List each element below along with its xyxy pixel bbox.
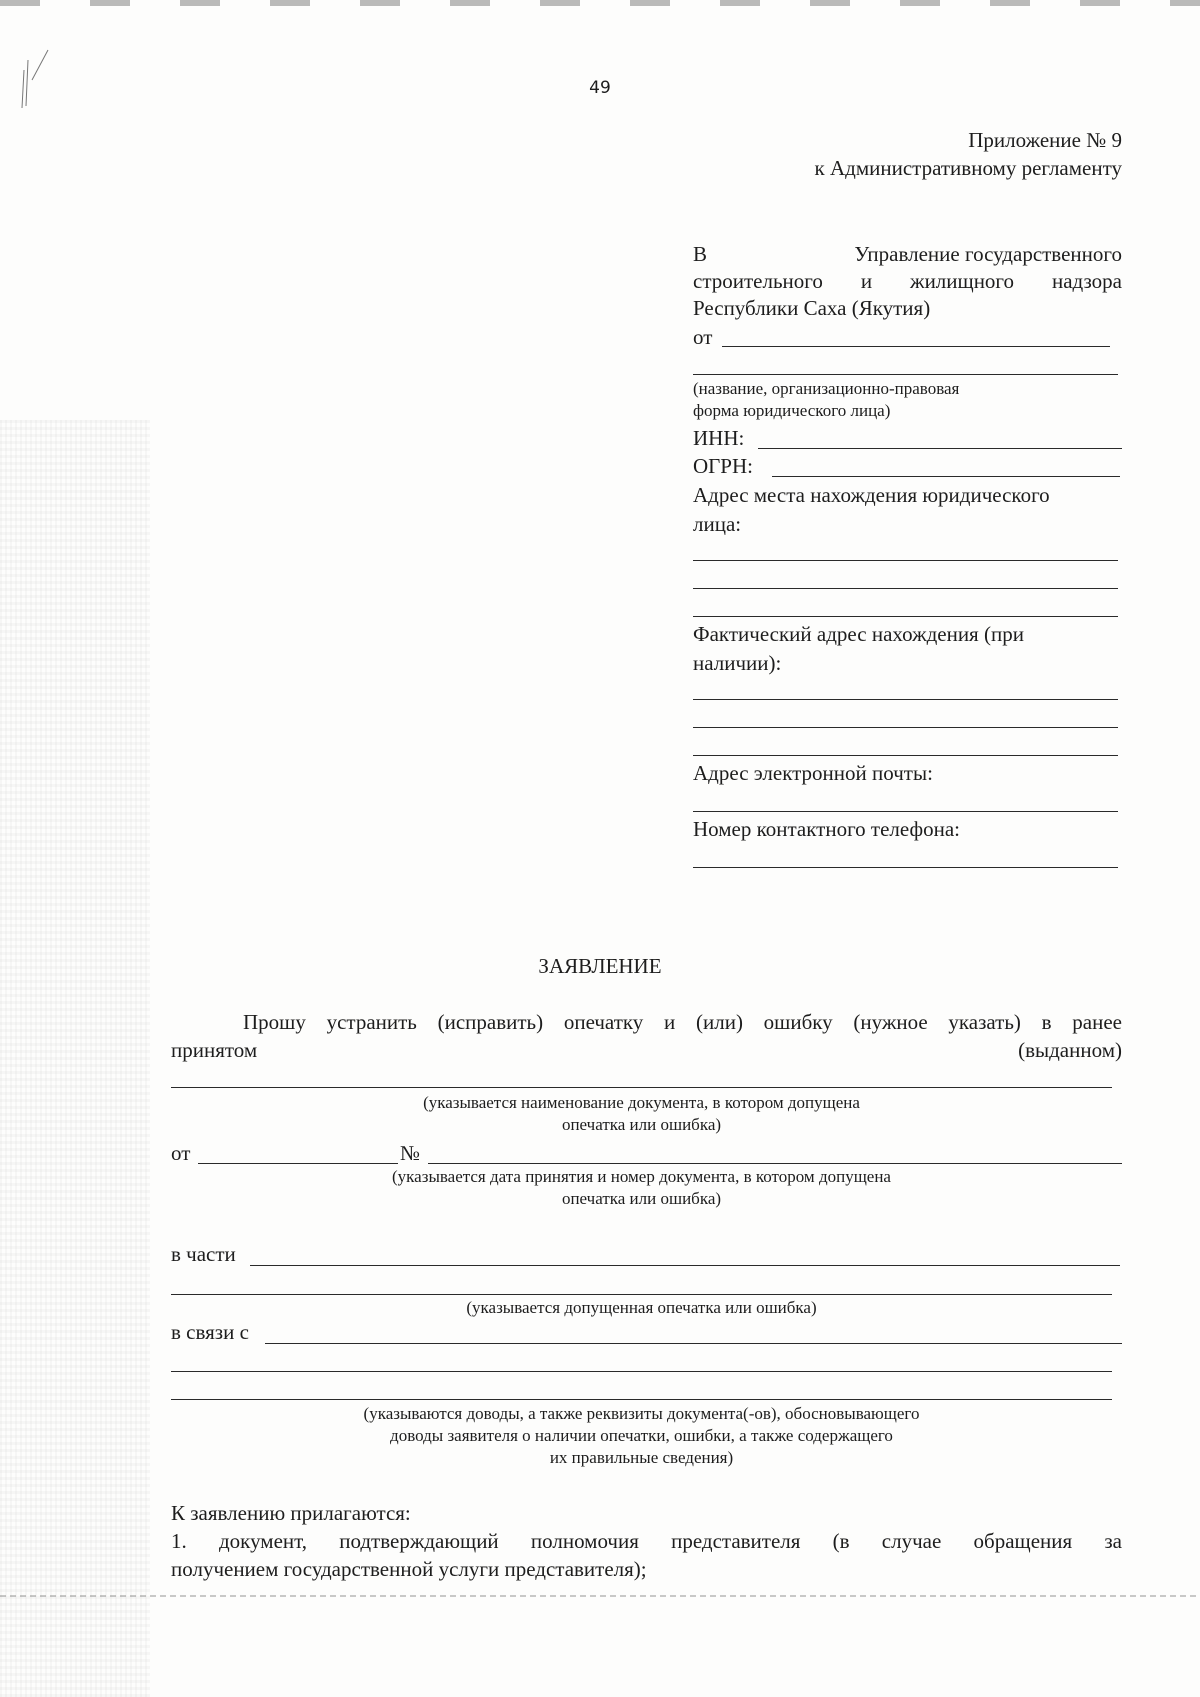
- ogrn-field[interactable]: [772, 476, 1120, 477]
- margin-mark-icon: [18, 40, 58, 110]
- reason-field-3[interactable]: [171, 1399, 1112, 1400]
- addressee-line-3: Республики Саха (Якутия): [693, 296, 931, 320]
- scan-artifact-left: [0, 420, 150, 1697]
- from-field[interactable]: [722, 346, 1110, 347]
- legal-address-field-2[interactable]: [693, 588, 1118, 589]
- inn-label: ИНН:: [693, 426, 745, 450]
- attachment-1-line-1: 1. документ, подтверждающий полномочия представителя (в случае обращения за: [171, 1529, 1122, 1553]
- actual-address-field-3[interactable]: [693, 755, 1118, 756]
- document-date-hint-line-1: (указывается дата принятия и номер документа, в котором допущена: [392, 1167, 891, 1186]
- legal-address-line-2: лица:: [693, 512, 742, 536]
- reason-hint-line-3: их правильные сведения): [549, 1448, 734, 1467]
- legal-address-line-1: Адрес места нахождения юридического: [693, 483, 1050, 507]
- addressee-line-1: Управление государственного: [854, 242, 1122, 266]
- phone-label: Номер контактного телефона:: [693, 817, 960, 841]
- statement-paragraph-line-2-left: принятом: [171, 1038, 258, 1062]
- scan-artifact-top: [0, 0, 1200, 6]
- reason-field-1[interactable]: [265, 1343, 1122, 1344]
- addressee-prefix: В: [693, 242, 708, 266]
- part-hint: (указывается допущенная опечатка или ошибка): [466, 1298, 817, 1317]
- attachments-label: К заявлению прилагаются:: [171, 1501, 411, 1525]
- document-name-field[interactable]: [171, 1087, 1112, 1088]
- document-date-field[interactable]: [198, 1163, 398, 1164]
- from-hint-line-1: (название, организационно-правовая: [693, 379, 960, 398]
- reason-label: в связи с: [171, 1320, 249, 1344]
- appendix-line-2: к Административному регламенту: [814, 156, 1122, 180]
- addressee-line-2: строительного и жилищного надзора: [693, 269, 1122, 293]
- part-field-1[interactable]: [250, 1265, 1120, 1266]
- phone-field[interactable]: [693, 867, 1118, 868]
- statement-title: ЗАЯВЛЕНИЕ: [538, 954, 662, 978]
- reason-hint-line-2: доводы заявителя о наличии опечатки, ошибки, а также содержащего: [390, 1426, 893, 1445]
- reason-field-2[interactable]: [171, 1371, 1112, 1372]
- actual-address-field-2[interactable]: [693, 727, 1118, 728]
- ogrn-label: ОГРН:: [693, 454, 753, 478]
- email-field[interactable]: [693, 811, 1118, 812]
- statement-paragraph-line-2-right: (выданном): [1018, 1038, 1122, 1062]
- document-number-label: №: [400, 1141, 421, 1165]
- document-date-label: от: [171, 1141, 191, 1165]
- actual-address-line-2: наличии):: [693, 651, 782, 675]
- email-label: Адрес электронной почты:: [693, 761, 933, 785]
- document-number-field[interactable]: [428, 1163, 1122, 1164]
- scan-artifact-bottom: [0, 1595, 1200, 1597]
- from-hint-line-2: форма юридического лица): [693, 401, 891, 420]
- actual-address-field-1[interactable]: [693, 699, 1118, 700]
- legal-address-field-1[interactable]: [693, 560, 1118, 561]
- attachment-1-line-2: получением государственной услуги представителя);: [171, 1557, 647, 1581]
- legal-address-field-3[interactable]: [693, 616, 1118, 617]
- from-label: от: [693, 325, 713, 349]
- statement-paragraph-line-1: Прошу устранить (исправить) опечатку и (или) ошибку (нужное указать) в ранее: [243, 1010, 1122, 1034]
- inn-field[interactable]: [758, 448, 1122, 449]
- appendix-line-1: Приложение № 9: [968, 128, 1122, 152]
- document-date-hint-line-2: опечатка или ошибка): [561, 1189, 722, 1208]
- page-number: 49: [589, 78, 611, 98]
- reason-hint-line-1: (указываются доводы, а также реквизиты документа(-ов), обосновывающего: [363, 1404, 920, 1423]
- from-field-2[interactable]: [693, 374, 1118, 375]
- document-name-hint-line-2: опечатка или ошибка): [561, 1115, 722, 1134]
- part-field-2[interactable]: [171, 1294, 1112, 1295]
- actual-address-line-1: Фактический адрес нахождения (при: [693, 622, 1024, 646]
- document-name-hint-line-1: (указывается наименование документа, в котором допущена: [423, 1093, 860, 1112]
- part-label: в части: [171, 1242, 236, 1266]
